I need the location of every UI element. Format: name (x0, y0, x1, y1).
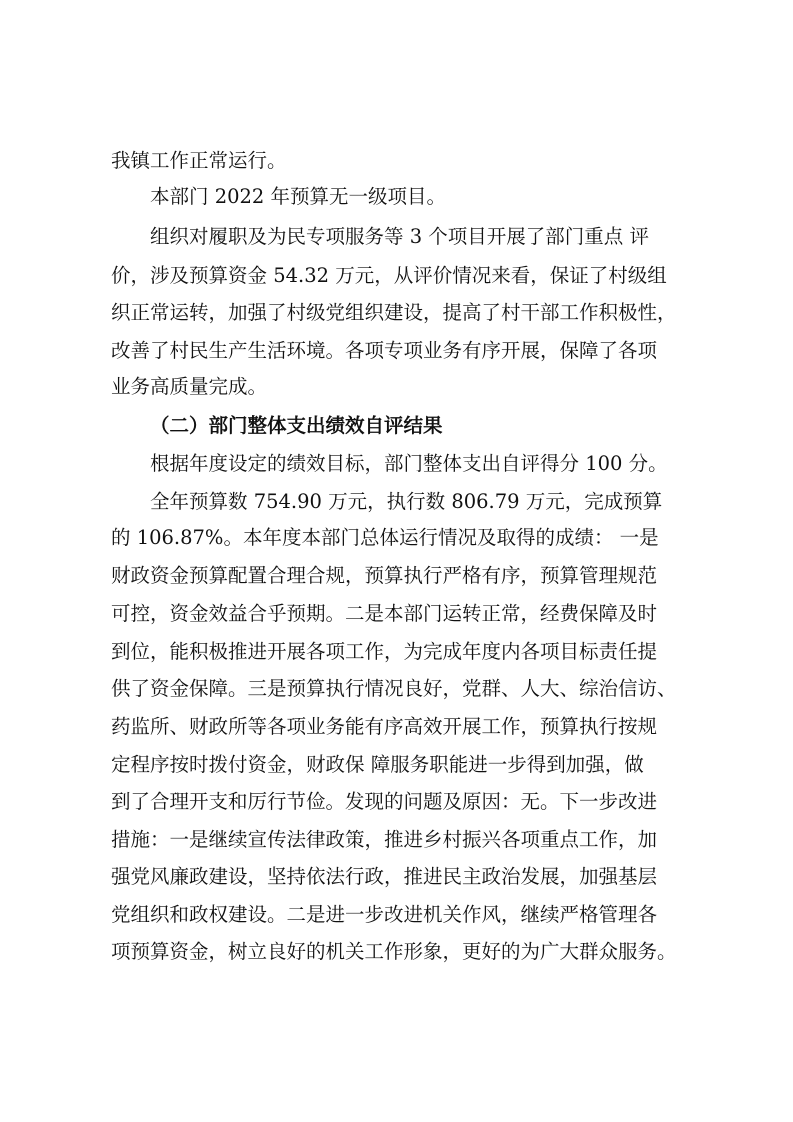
body-text-line: 药监所、财政所等各项业务能有序高效开展工作，预算执行按规 (111, 715, 658, 738)
body-text-line: 本部门 2022 年预算无一级项目。 (150, 185, 447, 208)
body-text-line: 可控，资金效益合乎预期。二是本部门运转正常，经费保障及时 (111, 602, 658, 625)
body-text-line: 党组织和政权建设。二是进一步改进机关作风，继续严格管理各 (111, 903, 658, 926)
body-text-line: 业务高质量完成。 (111, 375, 268, 398)
body-text-line: 改善了村民生产生活环境。各项专项业务有序开展，保障了各项 (111, 339, 658, 362)
body-text-line: 我镇工作正常运行。 (111, 149, 287, 172)
body-text-line: 价，涉及预算资金 54.32 万元，从评价情况来看，保证了村级组 (111, 264, 667, 287)
body-text-line: 组织对履职及为民专项服务等 3 个项目开展了部门重点 评 (150, 225, 650, 248)
body-text-line: 根据年度设定的绩效目标，部门整体支出自评得分 100 分。 (150, 452, 668, 475)
body-text-line: 织正常运转，加强了村级党组织建设，提高了村干部工作积极性， (111, 301, 677, 324)
body-text-line: 到位，能积极推进开展各项工作，为完成年度内各项目标责任提 (111, 640, 658, 663)
body-text-line: 全年预算数 754.90 万元，执行数 806.79 万元，完成预算 (150, 490, 663, 513)
section-heading: （二）部门整体支出绩效自评结果 (150, 414, 443, 437)
body-text-line: 措施：一是继续宣传法律政策，推进乡村振兴各项重点工作，加 (111, 828, 658, 851)
body-text-line: 的 106.87%。本年度本部门总体运行情况及取得的成绩： 一是 (111, 526, 659, 549)
body-text-line: 到了合理开支和厉行节俭。发现的问题及原因：无。下一步改进 (111, 790, 658, 813)
body-text-line: 供了资金保障。三是预算执行情况良好，党群、人大、综治信访、 (111, 677, 677, 700)
body-text-line: 项预算资金，树立良好的机关工作形象，更好的为广大群众服务。 (111, 940, 677, 963)
body-text-line: 强党风廉政建设，坚持依法行政，推进民主政治发展，加强基层 (111, 865, 658, 888)
body-text-line: 定程序按时拨付资金，财政保 障服务职能进一步得到加强，做 (111, 753, 644, 776)
body-text-line: 财政资金预算配置合理合规，预算执行严格有序，预算管理规范 (111, 564, 658, 587)
